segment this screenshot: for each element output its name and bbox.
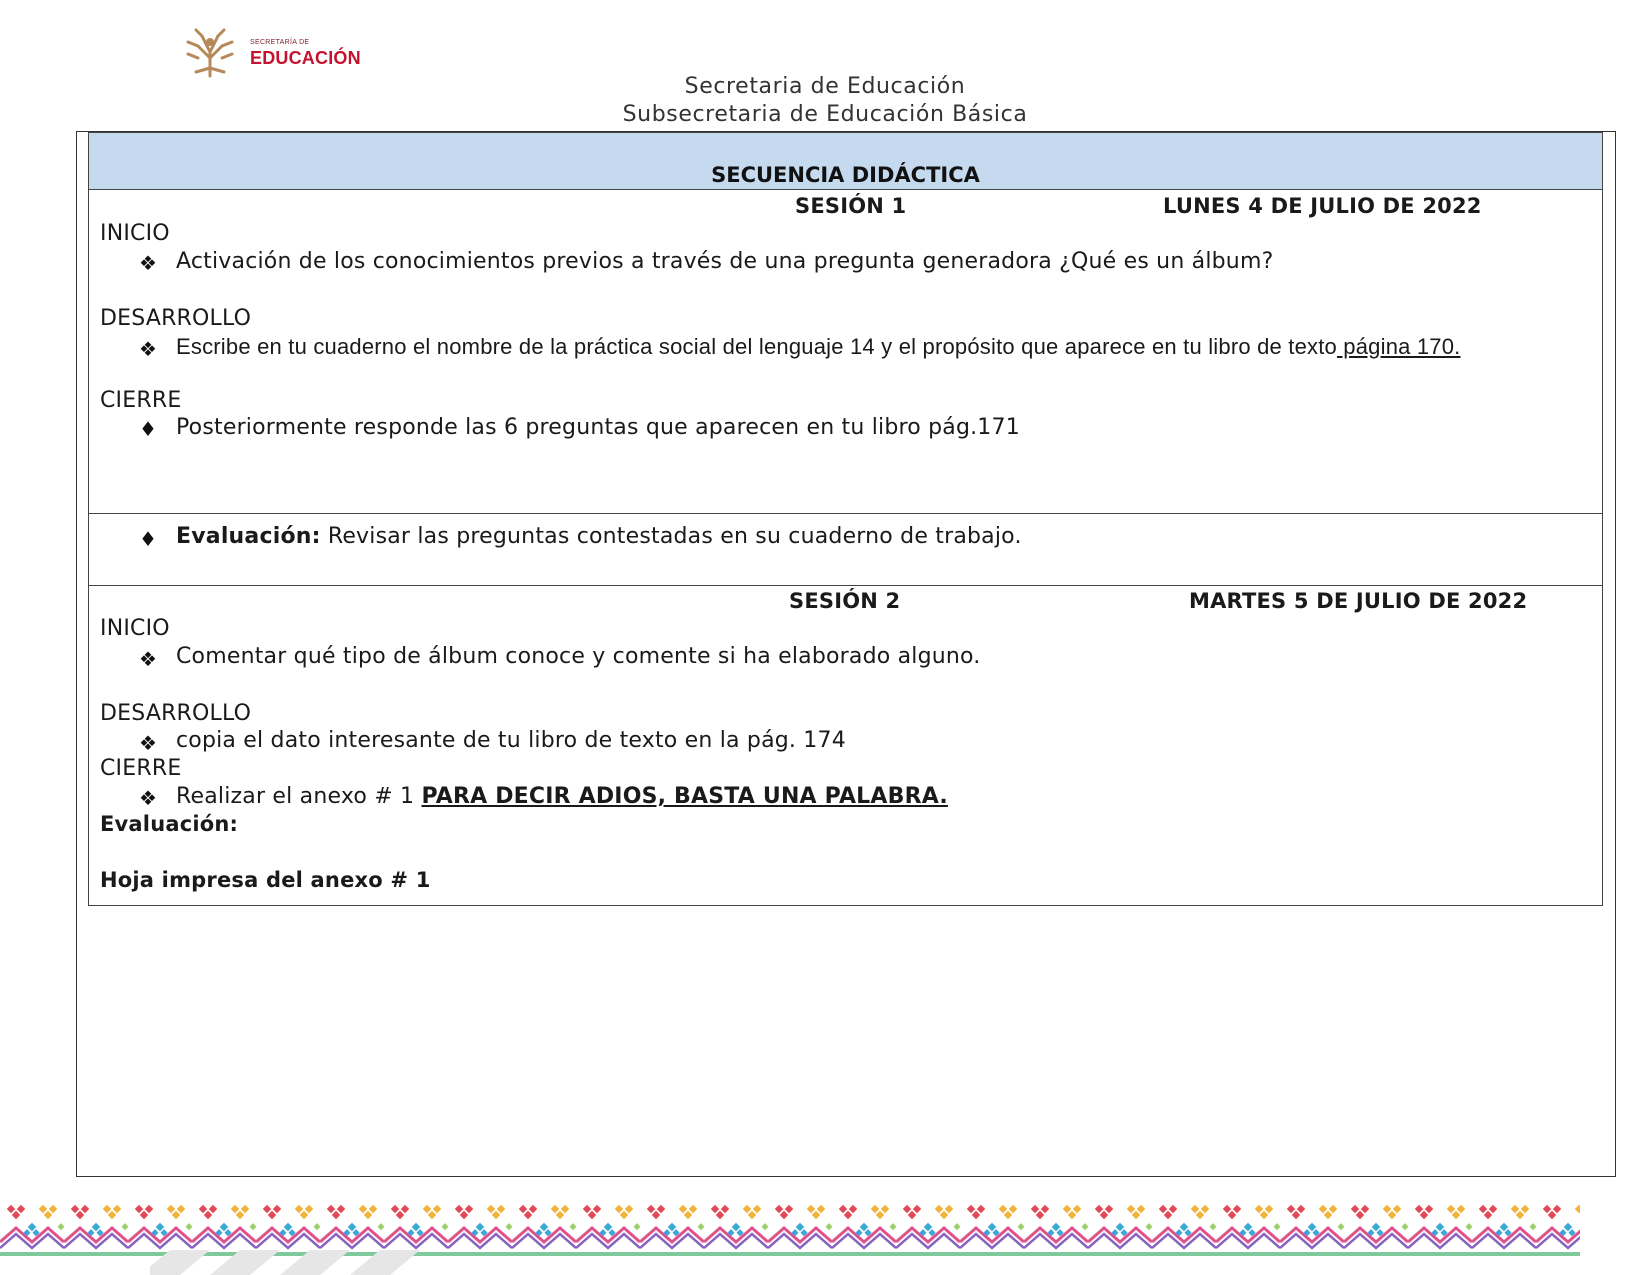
session1-label: SESIÓN 1 [795,194,907,218]
session2-evaluacion-text: Hoja impresa del anexo # 1 [100,868,431,892]
session1-desarrollo-heading: DESARROLLO [100,306,252,331]
session1-inicio-item: Activación de los conocimientos previos a través de una pregunta generadora ¿Qué es un álbum? [176,249,1274,274]
secretaria-educacion-logo [182,28,372,80]
session2-cierre-heading: CIERRE [100,756,182,781]
session2-desarrollo-heading: DESARROLLO [100,701,252,726]
bullet-icon: ❖ [139,337,157,361]
session1-cierre-heading: CIERRE [100,388,182,413]
logo-big-text: EDUCACIÓN [250,48,361,68]
logo-small-text: SECRETARÍA DE [250,39,310,46]
bullet-icon: ❖ [139,251,157,275]
session2-inicio-heading: INICIO [100,616,170,641]
title-band [89,133,1602,190]
session1-desarrollo-item [176,334,1461,360]
secuencia-table [88,132,1603,906]
session2-evaluacion-label: Evaluación: [100,812,239,836]
session1-evaluacion [176,524,1022,549]
diamond-bullet-icon: ♦ [139,527,157,551]
session2-cierre-item [176,784,948,809]
session2-desarrollo-item: copia el dato interesante de tu libro de texto en la pág. 174 [176,728,846,753]
header-line-1: Secretaria de Educación [684,74,966,99]
decorative-border-pattern [0,1198,1580,1256]
bullet-icon: ❖ [139,786,157,810]
session1-desarrollo-text: Escribe en tu cuaderno el nombre de la práctica social del lenguaje 14 y el propósito que aparece en tu libro de texto [176,334,1337,359]
watermark-stripes [150,1250,450,1275]
diamond-bullet-icon: ♦ [139,417,157,441]
session2-label: SESIÓN 2 [789,589,901,613]
session1-evaluacion-label: Evaluación: [176,524,321,549]
session2-anexo-title: PARA DECIR ADIOS, BASTA UNA PALABRA. [421,784,948,809]
session2-cierre-text: Realizar el anexo # 1 [176,784,422,809]
session2-inicio-item: Comentar qué tipo de álbum conoce y comente si ha elaborado alguno. [176,644,981,669]
session1-desarrollo-page-link: página 170. [1336,334,1461,359]
header-line-2: Subsecretaria de Educación Básica [622,102,1028,127]
session1-evaluacion-text: Revisar las preguntas contestadas en su cuaderno de trabajo. [320,524,1022,549]
table-title: SECUENCIA DIDÁCTICA [711,163,980,187]
session2-date: MARTES 5 DE JULIO DE 2022 [1189,589,1528,613]
bullet-icon: ❖ [139,731,157,755]
session1-cierre-item: Posteriormente responde las 6 preguntas que aparecen en tu libro pág.171 [176,415,1020,440]
row-divider [89,513,1602,514]
session1-date: LUNES 4 DE JULIO DE 2022 [1163,194,1482,218]
tree-emblem-icon [182,28,238,78]
row-divider [89,585,1602,586]
session1-inicio-heading: INICIO [100,221,170,246]
bullet-icon: ❖ [139,647,157,671]
